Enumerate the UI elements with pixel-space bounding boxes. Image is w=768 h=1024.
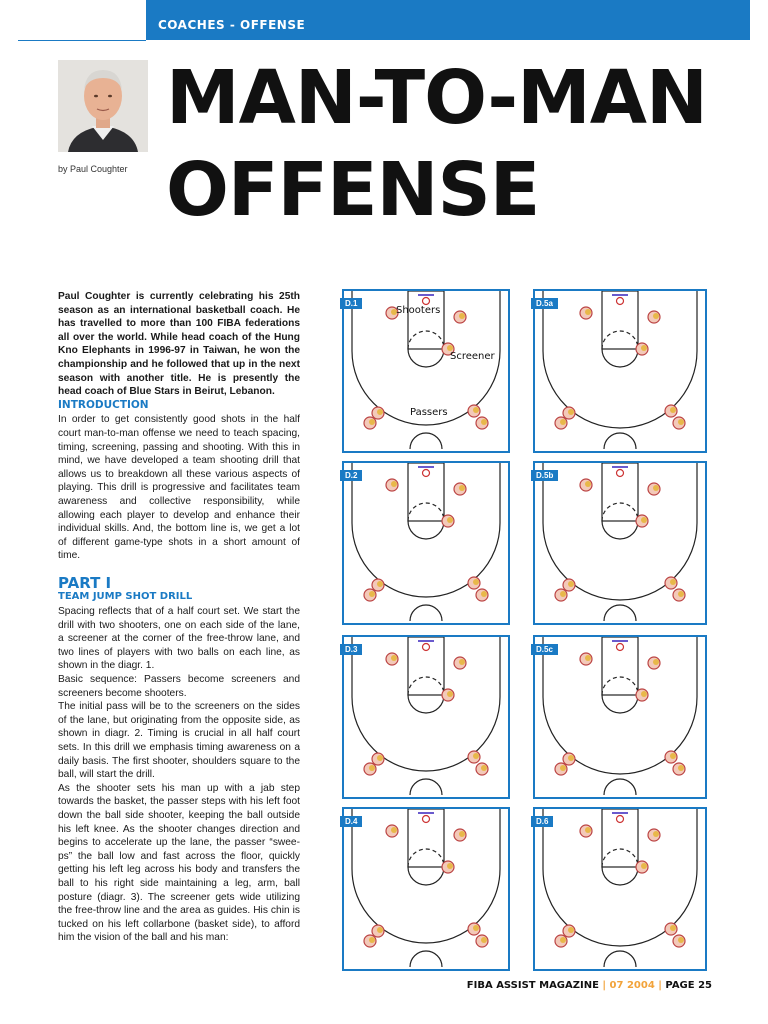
free-throw-circle-dashed	[408, 503, 444, 521]
section-header-bar	[146, 0, 750, 40]
free-throw-circle	[408, 349, 444, 367]
basket	[423, 816, 430, 823]
court-drawing	[344, 637, 508, 797]
diagram-tag: D.5c	[531, 644, 558, 655]
title-line-2: OFFENSE	[166, 147, 540, 233]
player-marker	[476, 417, 488, 429]
header-rule	[18, 40, 146, 41]
center-circle	[410, 779, 442, 795]
footer-separator: |	[658, 980, 662, 991]
player-marker	[636, 343, 648, 355]
center-circle	[604, 951, 636, 967]
free-throw-circle	[408, 695, 444, 713]
player-marker	[648, 311, 660, 323]
body-paragraph: As the shooter sets his man up with a jab step towards the basket, the passer steps with his left foot down the ball side shooter, keeping the ball outside his left knee. As the shooter changes direction and begins to accelerate up the lane, the passer “swee-ps” the ball low and fast across the floor, quickly getting his left leg across his body and transfers the ball to his right side maintaining a leg, arm, ball posture (diagr. 3). The screener gets wide utilizing the free-throw line and the area as guides. His chin is tucked on his left collarbone (basket side), to afford him the vision of the ball and his man:	[58, 782, 300, 944]
player-marker	[563, 925, 575, 937]
player-marker	[364, 589, 376, 601]
part-heading: PART I	[58, 573, 112, 592]
body-paragraph: The initial pass will be to the screeners on the sides of the lane, but originating from the opposite side, as shown in diagr. 2. Timing is crucial in all half court sets. In this drill we emphasis timing awareness on a daily basis. The first shooter, shoulders square to the ball, will start the drill.	[58, 701, 300, 781]
player-marker	[636, 689, 648, 701]
body-paragraph: Basic sequence: Passers become screeners and screeners become shooters.	[58, 674, 300, 699]
player-marker	[372, 925, 384, 937]
basket	[423, 298, 430, 305]
player-marker	[636, 515, 648, 527]
free-throw-circle-dashed	[602, 331, 638, 349]
player-marker	[563, 579, 575, 591]
court-drawing	[344, 463, 508, 623]
intro-heading: INTRODUCTION	[58, 398, 149, 411]
diagram-tag: D.3	[340, 644, 362, 655]
player-marker	[673, 935, 685, 947]
basket	[617, 816, 624, 823]
diagram-tag: D.6	[531, 816, 553, 827]
player-marker	[665, 405, 677, 417]
free-throw-circle	[602, 695, 638, 713]
diagram-d3	[342, 635, 510, 799]
player-marker	[665, 751, 677, 763]
diagram-d5c	[533, 635, 707, 799]
player-marker	[555, 935, 567, 947]
player-marker	[454, 483, 466, 495]
player-marker	[580, 307, 592, 319]
player-marker	[386, 479, 398, 491]
basket	[617, 644, 624, 651]
center-circle	[410, 951, 442, 967]
player-marker	[364, 763, 376, 775]
player-marker	[673, 589, 685, 601]
free-throw-circle-dashed	[602, 677, 638, 695]
center-circle	[604, 433, 636, 449]
player-marker	[665, 923, 677, 935]
free-throw-circle-dashed	[602, 503, 638, 521]
player-marker	[555, 417, 567, 429]
footer-separator: |	[602, 980, 607, 991]
diagram-tag: D.5a	[531, 298, 558, 309]
article-body	[58, 290, 300, 945]
basket	[423, 644, 430, 651]
player-marker	[673, 763, 685, 775]
player-marker	[563, 753, 575, 765]
diagram-label: Passers	[410, 407, 448, 418]
free-throw-circle	[602, 349, 638, 367]
diagram-d6	[533, 807, 707, 971]
player-marker	[442, 515, 454, 527]
page-footer	[467, 980, 712, 991]
player-marker	[468, 923, 480, 935]
free-throw-lane	[602, 809, 638, 867]
player-marker	[673, 417, 685, 429]
free-throw-circle-dashed	[408, 677, 444, 695]
drill-subheading: TEAM JUMP SHOT DRILL	[58, 591, 193, 603]
player-marker	[372, 407, 384, 419]
free-throw-lane	[602, 637, 638, 695]
free-throw-lane	[408, 809, 444, 867]
free-throw-lane	[408, 637, 444, 695]
player-marker	[580, 653, 592, 665]
free-throw-circle	[602, 867, 638, 885]
author-bio: Paul Coughter is currently celebrating his 25th season as an international basketball coach. He has travelled to more than 100 FIBA federations all over the world. While head coach of the Hung Kno Elephants in 1996-97 in Taiwan, he won the championship and he followed that up in the next season with another title. He is presently the head coach of Blue Stars in Beirut, Lebanon.	[58, 291, 300, 398]
title-line-1: MAN-TO-MAN	[166, 55, 707, 141]
player-marker	[563, 407, 575, 419]
player-marker	[648, 829, 660, 841]
player-marker	[476, 763, 488, 775]
court-drawing	[344, 809, 508, 969]
diagram-label: Shooters	[396, 305, 441, 316]
three-point-line	[352, 463, 500, 597]
free-throw-lane	[602, 463, 638, 521]
body-paragraph: Spacing reflects that of a half court set. We start the drill with two shooters, one on each side of the lane, a screener at the corner of the free-throw lane, and two lines of players with two balls on each line, as shown in the diagr. 1.	[58, 606, 300, 672]
player-marker	[364, 935, 376, 947]
free-throw-circle-dashed	[408, 331, 444, 349]
player-marker	[386, 825, 398, 837]
player-marker	[372, 753, 384, 765]
diagram-tag: D.2	[340, 470, 362, 481]
article-title	[166, 52, 726, 236]
diagram-tag: D.1	[340, 298, 362, 309]
player-marker	[476, 935, 488, 947]
court-drawing	[535, 637, 705, 797]
diagram-d5b	[533, 461, 707, 625]
center-circle	[410, 605, 442, 621]
diagram-label: Screener	[450, 351, 495, 362]
diagram-tag: D.4	[340, 816, 362, 827]
diagram-tag: D.5b	[531, 470, 558, 481]
player-marker	[476, 589, 488, 601]
player-marker	[648, 483, 660, 495]
player-marker	[468, 405, 480, 417]
intro-paragraph: In order to get consistently good shots in the half court man-to-man offense we need to teach spacing, timing, screening, passing and shooting. With this in mind, we have developed a team shooting drill that allows us to breakdown all these various aspects of playing. This drill is progressive and facilitates team awareness and collective responsibility, while allowing each player to develop and enhance their individual skills. And, the bottom line is, we get a lot of different game-type shots in a short amount of time.	[58, 414, 300, 562]
player-marker	[555, 763, 567, 775]
court-drawing	[535, 463, 705, 623]
player-marker	[555, 589, 567, 601]
free-throw-circle	[602, 521, 638, 539]
author-photo	[58, 60, 148, 152]
player-marker	[454, 657, 466, 669]
player-marker	[454, 829, 466, 841]
player-marker	[636, 861, 648, 873]
player-marker	[454, 311, 466, 323]
free-throw-circle	[408, 867, 444, 885]
player-marker	[386, 653, 398, 665]
issue-date: 07 2004	[609, 980, 655, 991]
court-drawing	[535, 291, 705, 451]
player-marker	[372, 579, 384, 591]
diagram-d5a	[533, 289, 707, 453]
free-throw-lane	[408, 463, 444, 521]
diagram-d1	[342, 289, 510, 453]
byline: by Paul Coughter	[58, 164, 128, 174]
player-marker	[580, 479, 592, 491]
free-throw-lane	[408, 291, 444, 349]
center-circle	[410, 433, 442, 449]
center-circle	[604, 605, 636, 621]
magazine-name: FIBA ASSIST MAGAZINE	[466, 980, 599, 991]
basket	[617, 298, 624, 305]
diagram-d4	[342, 807, 510, 971]
free-throw-circle-dashed	[408, 849, 444, 867]
player-marker	[580, 825, 592, 837]
player-marker	[468, 751, 480, 763]
player-marker	[665, 577, 677, 589]
player-marker	[442, 689, 454, 701]
player-marker	[648, 657, 660, 669]
basket	[617, 470, 624, 477]
player-marker	[442, 861, 454, 873]
free-throw-circle	[408, 521, 444, 539]
basket	[423, 470, 430, 477]
three-point-line	[352, 809, 500, 943]
free-throw-lane	[602, 291, 638, 349]
page-number: PAGE 25	[665, 980, 712, 991]
player-marker	[364, 417, 376, 429]
three-point-line	[352, 637, 500, 771]
court-drawing	[535, 809, 705, 969]
center-circle	[604, 779, 636, 795]
section-label: COACHES - OFFENSE	[158, 18, 306, 32]
player-marker	[468, 577, 480, 589]
court-drawing	[344, 291, 508, 451]
diagram-d2	[342, 461, 510, 625]
free-throw-circle-dashed	[602, 849, 638, 867]
